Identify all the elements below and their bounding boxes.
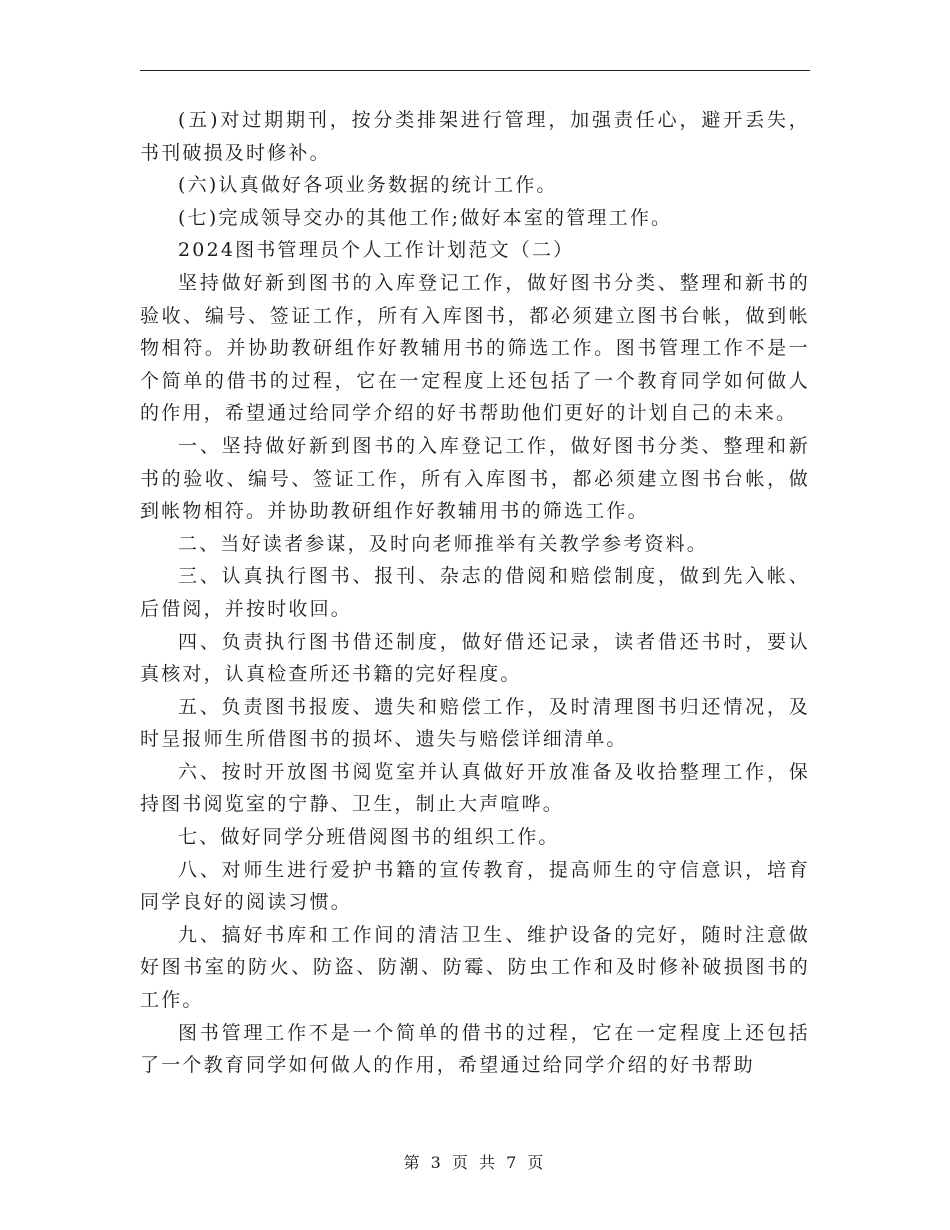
paragraph: 九、搞好书库和工作间的清洁卫生、维护设备的完好，随时注意做好图书室的防火、防盗、防潮、防霉、防虫工作和及时修补破损图书的工作。	[140, 923, 810, 1012]
paragraph: 五、负责图书报废、遗失和赔偿工作，及时清理图书归还情况，及时呈报师生所借图书的损坏、遗失与赔偿详细清单。	[140, 695, 810, 751]
page-footer: 第 3 页 共 7 页	[403, 1153, 547, 1172]
paragraph: 七、做好同学分班借阅图书的组织工作。	[178, 826, 560, 849]
document-body	[140, 104, 810, 1082]
paragraph: (七)完成领导交办的其他工作;做好本室的管理工作。	[178, 206, 673, 229]
header-rule	[140, 70, 810, 71]
paragraph: 坚持做好新到图书的入库登记工作，做好图书分类、整理和新书的验收、编号、签证工作，所有入库图书，都必须建立图书台帐，做到帐物相符。并协助教研组作好教辅用书的筛选工作。图书管理工作不是一个简单的借书的过程，它在一定程度上还包括了一个教育同学如何做人的作用，希望通过给同学介绍的好书帮助他们更好的计划自己的未来。	[140, 271, 810, 425]
paragraph: (六)认真做好各项业务数据的统计工作。	[178, 174, 558, 197]
section-title: 2024图书管理员个人工作计划范文（二）	[178, 239, 575, 262]
paragraph: 八、对师生进行爱护书籍的宣传教育，提高师生的守信意识，培育同学良好的阅读习惯。	[140, 858, 810, 914]
paragraph: 一、坚持做好新到图书的入库登记工作，做好图书分类、整理和新书的验收、编号、签证工作，所有入库图书，都必须建立图书台帐，做到帐物相符。并协助教研组作好教辅用书的筛选工作。	[140, 434, 810, 523]
paragraph: 六、按时开放图书阅览室并认真做好开放准备及收拾整理工作，保持图书阅览室的宁静、卫生，制止大声喧哗。	[140, 760, 810, 816]
paragraph: 图书管理工作不是一个简单的借书的过程，它在一定程度上还包括了一个教育同学如何做人的作用，希望通过给同学介绍的好书帮助	[140, 1021, 810, 1077]
paragraph: 二、当好读者参谋，及时向老师推举有关教学参考资料。	[178, 532, 709, 555]
paragraph: 四、负责执行图书借还制度，做好借还记录，读者借还书时，要认真核对，认真检查所还书籍的完好程度。	[140, 630, 810, 686]
paragraph: (五)对过期期刊，按分类排架进行管理，加强责任心，避开丢失，书刊破损及时修补。	[140, 109, 810, 164]
paragraph: 三、认真执行图书、报刊、杂志的借阅和赔偿制度，做到先入帐、后借阅，并按时收回。	[140, 565, 810, 620]
